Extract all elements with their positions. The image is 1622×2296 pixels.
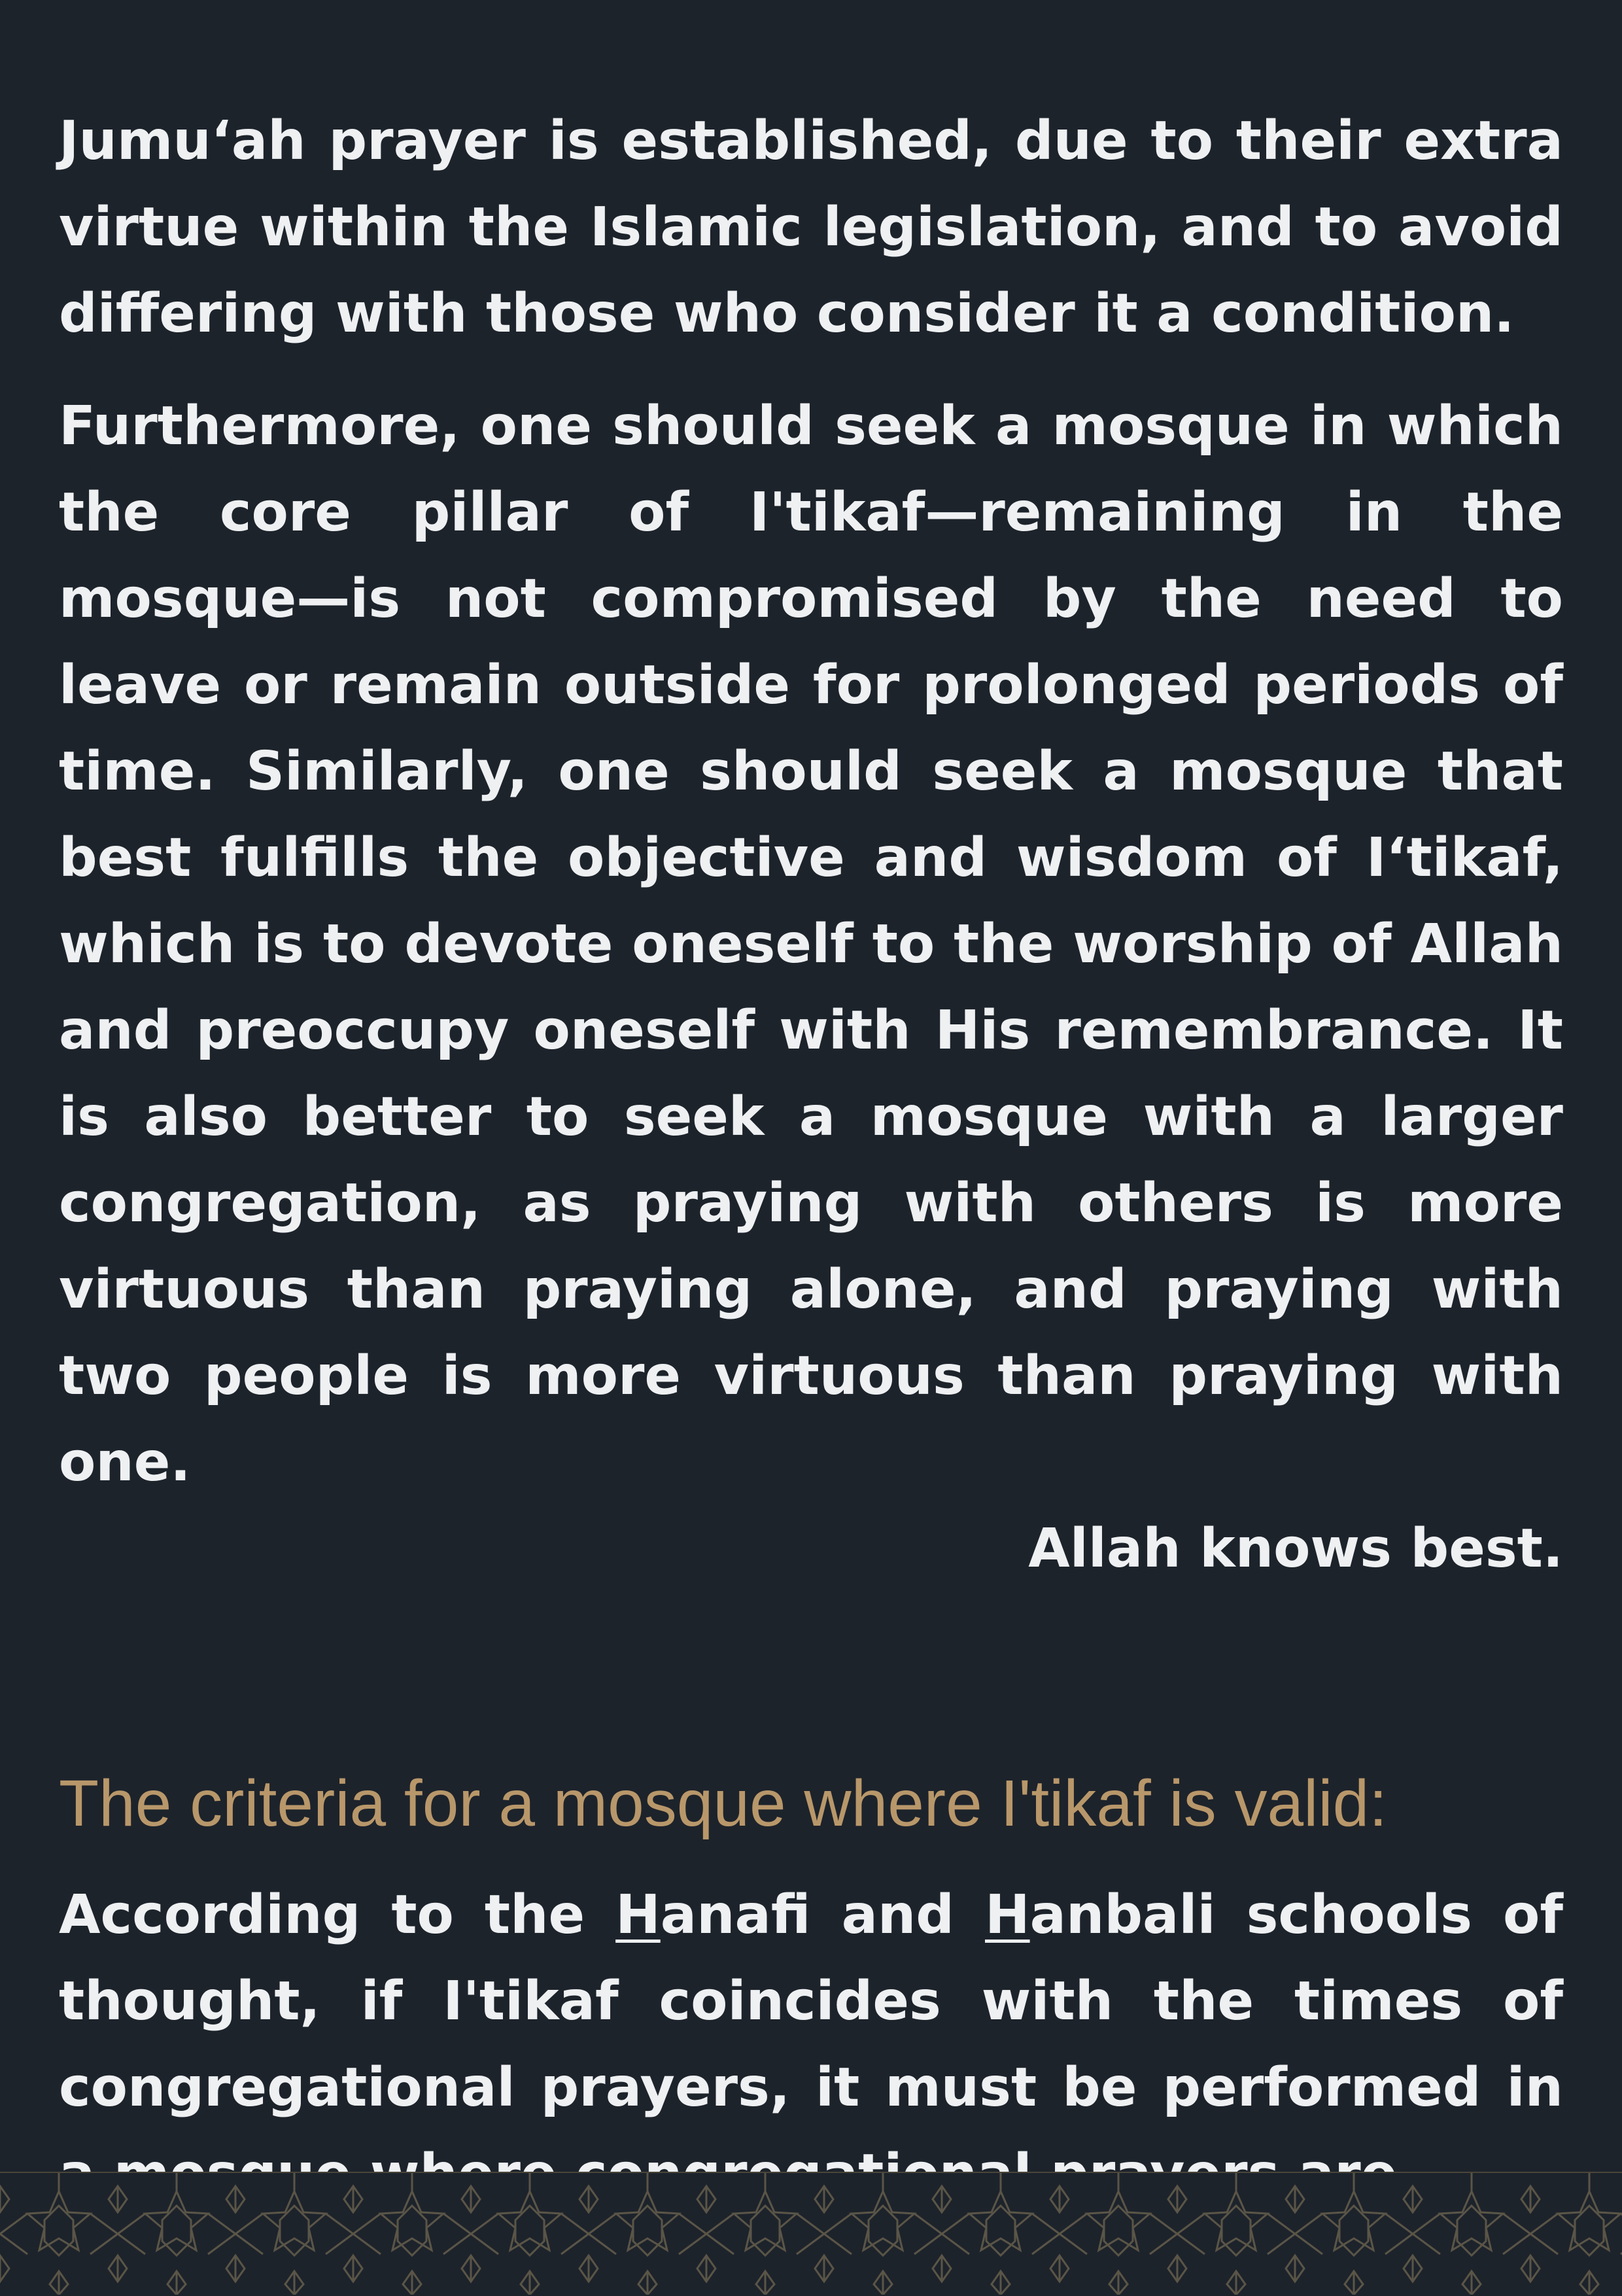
hanbali-underlined-h: H (985, 1884, 1030, 1946)
geometric-pattern-icon (0, 2173, 1622, 2295)
paragraph-criteria-hanafi: anafi and (660, 1884, 985, 1946)
paragraph-jumuah-text: Jumu‘ah prayer is established, due to their extra virtue within the Islamic legislation, and to avoid differing with those who consider it a condition. (59, 110, 1563, 345)
closing-phrase: Allah knows best. (1028, 1518, 1563, 1580)
section-heading: The criteria for a mosque where I'tikaf is valid: (59, 1767, 1388, 1840)
document-body (59, 98, 1563, 2218)
paragraph-criteria-start: According to the (59, 1884, 616, 1946)
paragraph-jumuah (59, 98, 1563, 357)
footer-geometric-pattern (0, 2172, 1622, 2296)
paragraph-criteria (59, 1872, 1563, 2218)
paragraph-criteria-rest: anbali schools of thought, if I'tikaf coincides with the times of congregational prayers, it must be performed in (59, 1884, 1564, 2119)
paragraph-mosque-selection (59, 383, 1563, 1592)
hanafi-underlined-h: H (615, 1884, 661, 1946)
paragraph-mosque-selection-text: Furthermore, one should seek a mosque in which the core pillar of I'tikaf—remaining in the mosque—is not compromised by the need to leave or remain outside for prolonged periods of time. Similarly, one should seek a mosque that best fulfills the objective and wisdom of I‘tikaf, which is to devote oneself to the worship of Allah and preoccupy oneself with His remembrance. It is also better to seek a mosque with a larger congregation, as praying with others is more virtuous than praying alone, and praying with two people is more virtuous than praying with one. (59, 395, 1563, 1493)
